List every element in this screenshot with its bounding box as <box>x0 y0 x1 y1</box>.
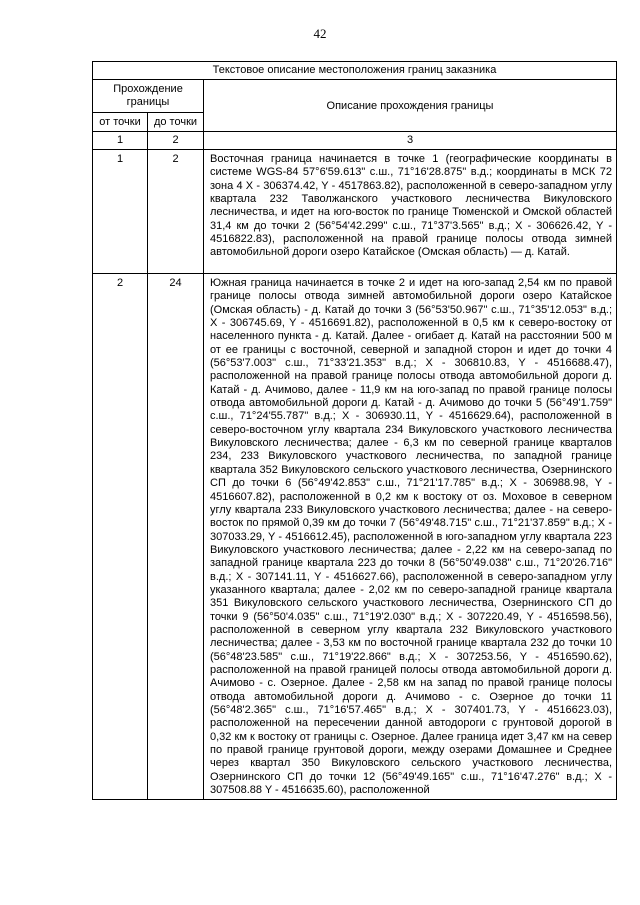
column-number: 2 <box>148 132 204 150</box>
column-number: 3 <box>204 132 617 150</box>
table-title-row <box>93 62 617 80</box>
to-point-cell: 2 <box>148 150 204 274</box>
table-row <box>93 150 617 274</box>
boundary-table <box>92 61 617 800</box>
header-boundary-group: Прохождение границы <box>93 80 204 113</box>
table-row <box>93 274 617 800</box>
from-point-cell: 2 <box>93 274 148 800</box>
header-to-point: до точки <box>148 113 204 132</box>
header-row <box>93 80 617 113</box>
table-title: Текстовое описание местоположения границ заказника <box>93 62 617 80</box>
from-point-cell: 1 <box>93 150 148 274</box>
header-from-point: от точки <box>93 113 148 132</box>
to-point-cell: 24 <box>148 274 204 800</box>
page-number: 42 <box>313 26 327 41</box>
description-cell: Восточная граница начинается в точке 1 (географические координаты в системе WGS-84 57°6'59.613" с.ш., 71°16'28.875" в.д.; координаты в МСК 72 зона 4 X - 306374.42, Y - 4517863.82), расположенной в северо-западном углу квартала 232 Таволжанского участкового лесничества Викуловского лесничества, и идет на юго-восток по границе Тюменской и Омской областей 31,4 км до точки 2 (56°54'42.299" с.ш., 71°37'3.565" в.д.; X - 306626.42, Y - 4516822.83), расположенной на правой границе полосы отвода зимней автомобильной дороги озеро Катайское (Омская область) — д. Катай. <box>204 150 617 274</box>
column-number: 1 <box>93 132 148 150</box>
header-description: Описание прохождения границы <box>204 80 617 132</box>
description-cell: Южная граница начинается в точке 2 и идет на юго-запад 2,54 км по правой границе полосы отвода зимней автомобильной дороги озеро Катайское (Омская область) - д. Катай до точки 3 (56°53'50.967" с.ш., 71°35'12.053" в.д.; X - 306745.69, Y - 4516691.82), расположенной в 0,5 км к северо-востоку от населенного пункта - д. Катай. Далее - огибает д. Катай на расстоянии 500 м от ее границы с восточной, северной и западной сторон и идет до точки 4 (56°53'7.003" с.ш., 71°33'21.353" в.д.; X - 306810.83, Y - 4516688.47), расположенной на правой границе полосы отвода автомобильной дороги д. Катай - д. Ачимово, далее - 11,9 км на юго-запад по правой границе полосы отвода автомобильной дороги д. Катай - д. Ачимово до точки 5 (56°49'1.759" с.ш., 71°24'55.787" в.д.; X - 306930.11, Y - 4516629.64), расположенной в северо-восточном углу квартала 234 Викуловского участкового лесничества Викуловского лесничества; далее - 6,3 км по северной границе кварталов 234, 233 Викуловского участкового лесничества, по западной границе квартала 352 Викуловского сельского участкового лесничества, Озернинского СП до точки 6 (56°49'42.853" с.ш., 71°21'17.785" в.д.; X - 306988.98, Y - 4516607.82), расположенной в 0,2 км к востоку от оз. Моховое в северном углу квартала 233 Викуловского участкового лесничества; далее - на северо-восток по прямой 0,39 км до точки 7 (56°49'48.715" с.ш., 71°21'37.859" в.д.; X - 307033.29, Y - 4516612.45), расположенной в юго-западном углу квартала 223 Викуловского участкового лесничества; далее - 2,22 км на северо-запад по западной границе квартала 223 до точки 8 (56°50'49.038" с.ш., 71°20'26.716" в.д.; X - 307141.11, Y - 4516627.66), расположенной в северо-западном углу указанного квартала; далее - 2,02 км по северо-западной границе квартала 351 Викуловского сельского участкового лесничества, Озернинского СП до точки 9 (56°50'4.035" с.ш., 71°19'2.030" в.д.; X - 307220.49, Y - 4516598.56), расположенной в северном углу квартала 232 Викуловского участкового лесничества; далее - 3,53 км по восточной границе квартала 232 до точки 10 (56°48'23.585" с.ш., 71°19'22.866" в.д.; X - 307253.56, Y - 4516590.62), расположенной на правой границей полосы отвода автомобильной дороги д. Ачимово - с. Озерное. Далее - 2,58 км на запад по правой границе полосы отвода автомобильной дороги д. Ачимово - с. Озерное до точки 11 (56°48'2.365" с.ш., 71°16'57.465" в.д.; X - 307401.73, Y - 4516623.03), расположенной на пересечении данной автодороги с грунтовой дорогой в 0,32 км к востоку от границы с. Озерное. Далее граница идет 3,47 км на север по правой границе грунтовой дороги, между озерами Домашнее и Среднее через квартал 350 Викуловского сельского участкового лесничества, Озернинского СП до точки 12 (56°49'49.165" с.ш., 71°16'47.276" в.д.; X - 307508.88 Y - 4516635.60), расположенной <box>204 274 617 800</box>
column-number-row <box>93 132 617 150</box>
